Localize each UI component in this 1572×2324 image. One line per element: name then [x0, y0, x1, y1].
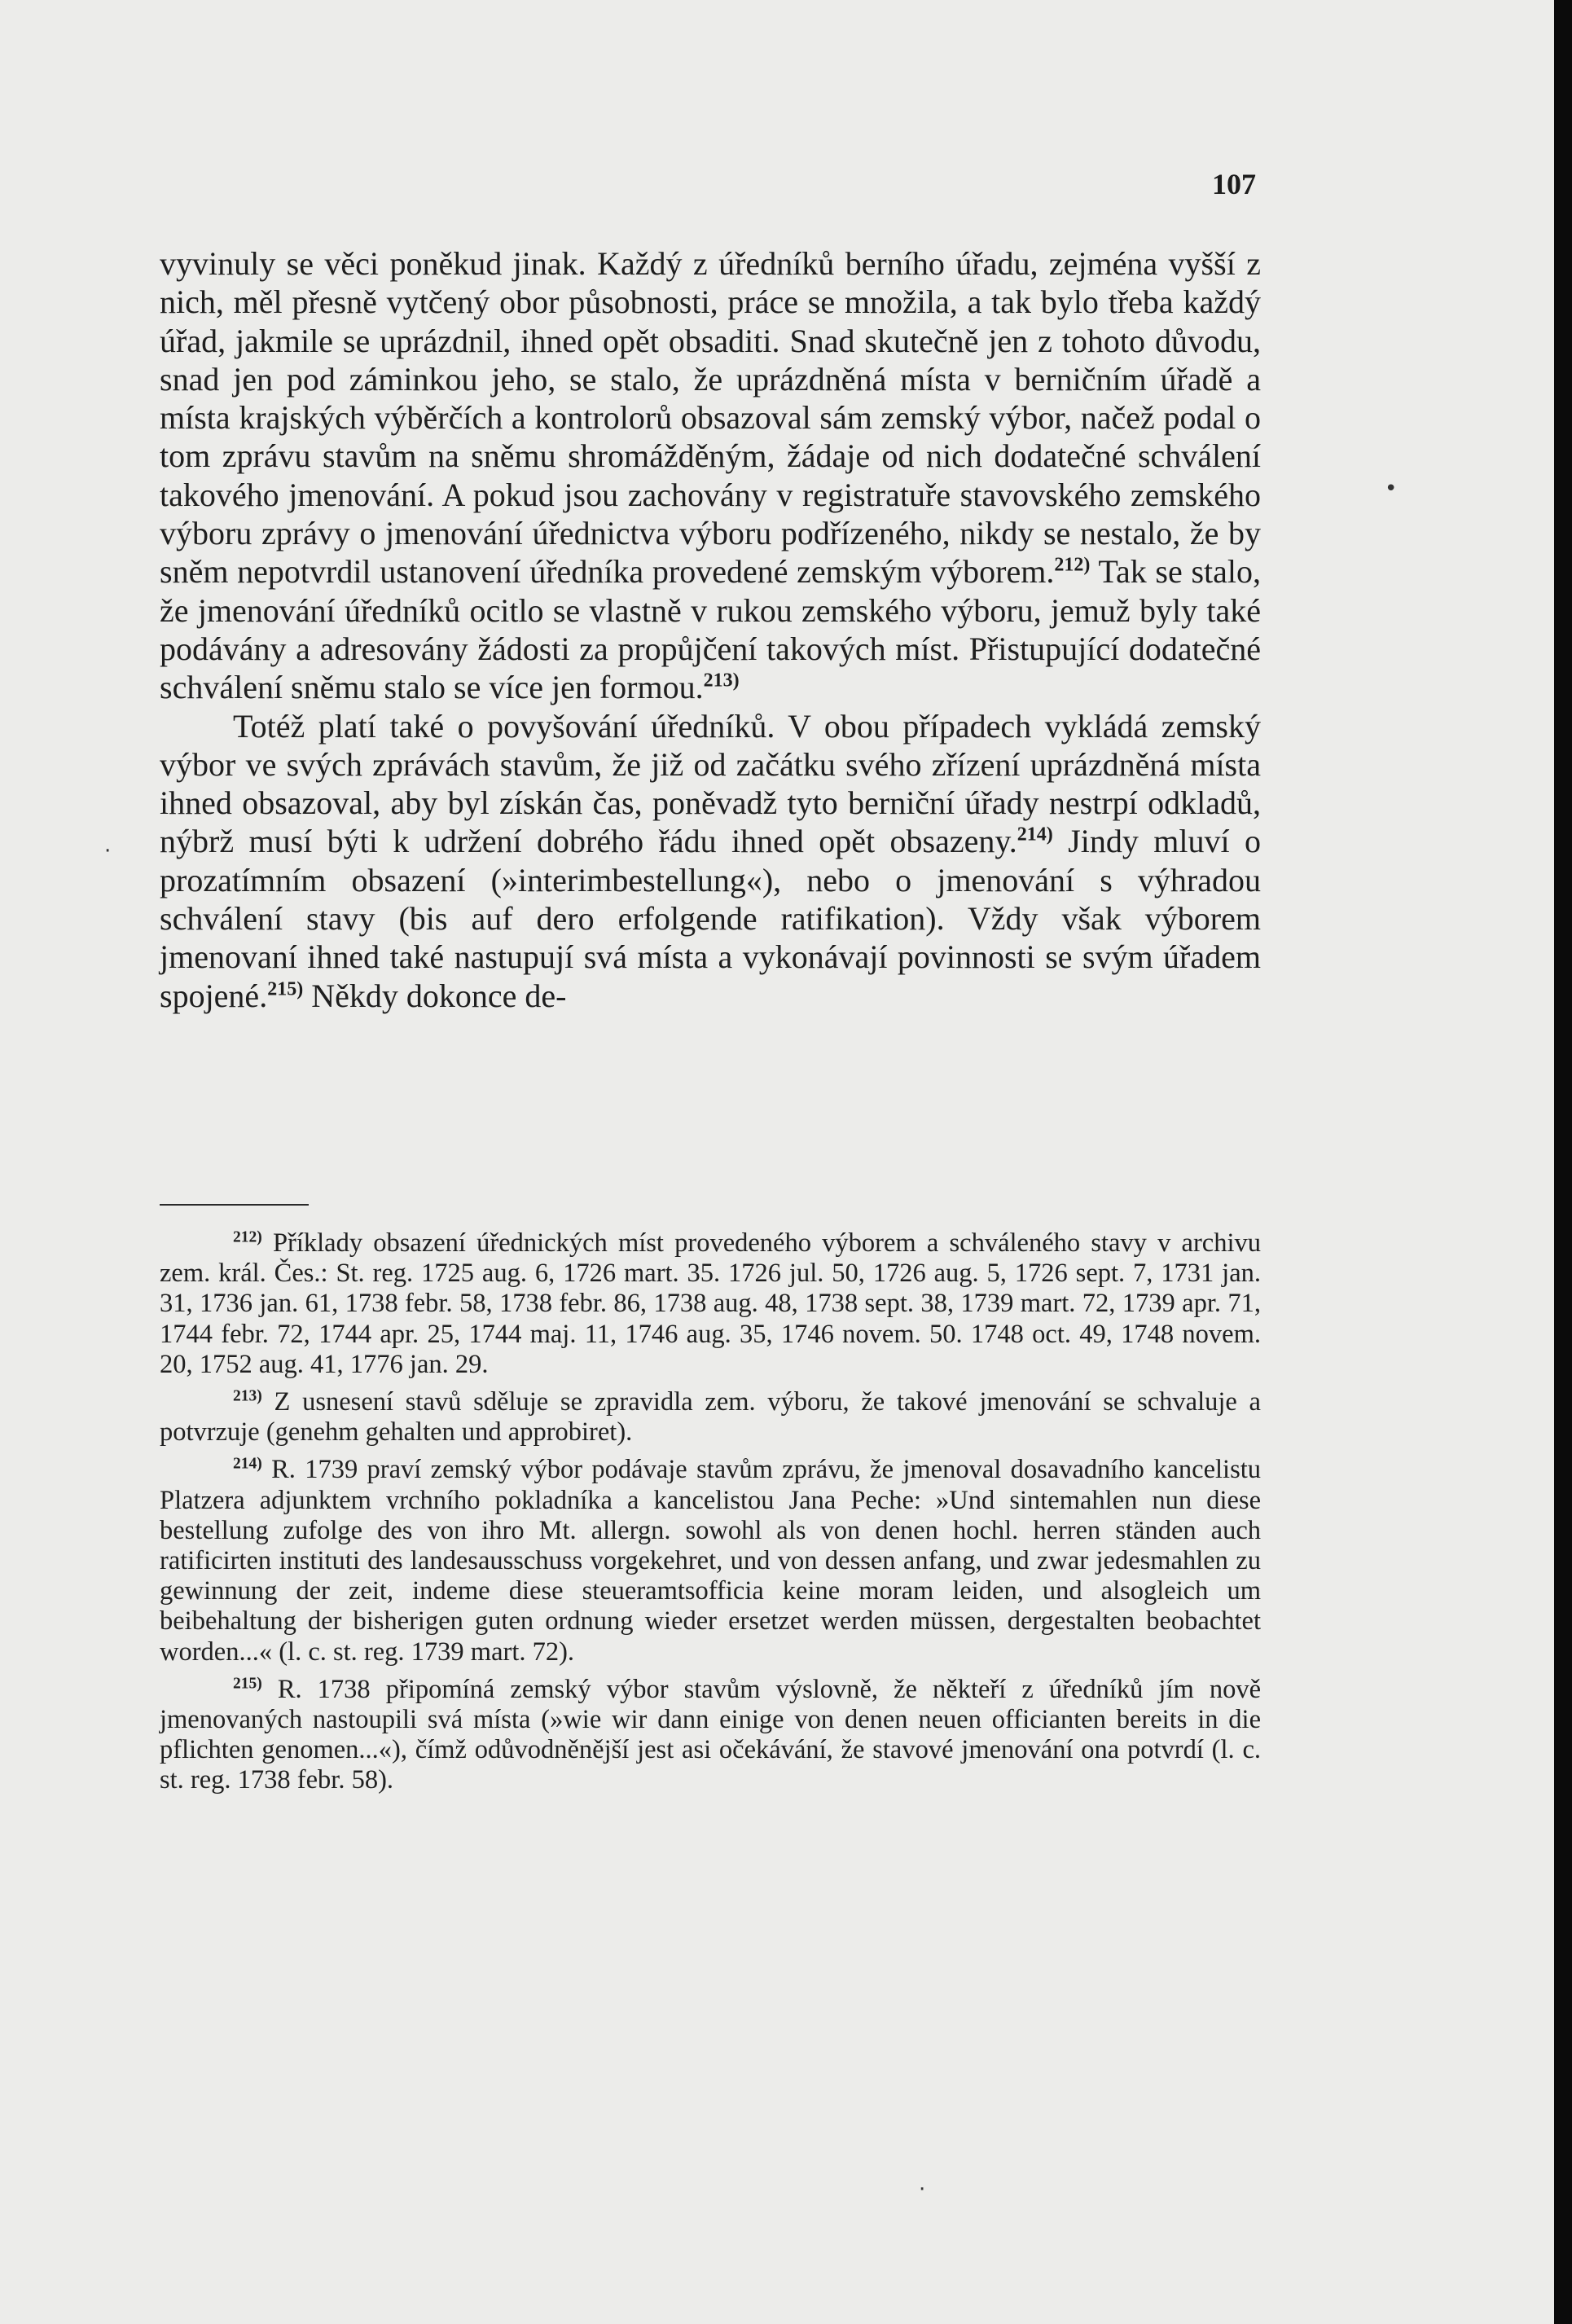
text-run: Jindy mluví o prozatímním obsazení (»interimbestellung«), nebo o jmenování s výhradou schválení stavy (bis auf dero erfolgende ratifikation). Vždy však výborem jmenovaní ihned také nastupují svá místa a vykonávají povinnosti se svým úřadem spojené. [160, 823, 1261, 1014]
scan-edge [1554, 0, 1572, 2324]
footnote-text: R. 1739 praví zemský výbor podávaje stavům zprávu, že jmenoval dosavadního kancelistu Platzera adjunktem vrchního pokladníka a kancelistou Jana Peche: »Und sintemahlen nun diese bestellung zufolge des von ihro Mt. allergn. sowohl als von denen hochl. herren ständen auch ratificirten instituti des landesausschuss vorgekehret, und von dessen anfang, und zwar jedesmahlen zu gewinnung der zeit, indeme diese steueramtsofficia keine moram leiden, und alsogleich um beibehaltung der bisherigen guten ordnung wieder ersetzet werden müssen, dergestalten beobachtet worden...« (l. c. st. reg. 1739 mart. 72). [160, 1455, 1261, 1667]
footnotes [160, 1228, 1261, 1803]
footnote-ref-215: 215) [267, 978, 304, 1000]
main-text [160, 244, 1261, 1015]
footnote-ref-212: 212) [1054, 554, 1091, 576]
paragraph-1 [160, 244, 1261, 707]
footnote-ref-213: 213) [703, 670, 740, 692]
footnote-text: Příklady obsazení úřednických míst provedeného výborem a schváleného stavy v archivu zem. král. Čes.: St. reg. 1725 aug. 6, 1726 mart. 35. 1726 jul. 50, 1726 aug. 5, 1726 sept. 7, 1731 jan. 31, 1736 jan. 61, 1738 febr. 58, 1738 febr. 86, 1738 aug. 48, 1738 sept. 38, 1739 mart. 72, 1739 apr. 71, 1744 febr. 72, 1744 apr. 25, 1744 maj. 11, 1746 aug. 35, 1746 novem. 50. 1748 oct. 49, 1748 novem. 20, 1752 aug. 41, 1776 jan. 29. [160, 1228, 1261, 1379]
footnote-marker: 213) [233, 1387, 262, 1405]
footnote-212 [160, 1228, 1261, 1380]
page-number: 107 [1212, 168, 1256, 200]
footnote-215 [160, 1675, 1261, 1796]
paragraph-2 [160, 707, 1261, 1015]
footnote-ref-214: 214) [1017, 824, 1053, 846]
footnote-214 [160, 1455, 1261, 1667]
footnote-divider [160, 1204, 309, 1206]
footnote-marker: 214) [233, 1455, 262, 1473]
scan-speck: · [104, 839, 112, 863]
text-run: Totéž platí také o povyšování úředníků. V obou případech vykládá zemský výbor ve svých zprávách stavům, že již od začátku svého zřízení uprázdněná místa ihned obsazoval, aby byl získán čas, poněvadž tyto berniční úřady nestrpí odkladů, nýbrž musí býti k udržení dobrého řádu ihned opět obsazeny. [160, 707, 1261, 860]
text-run: Tak se stalo, že jmenování úředníků ocitlo se vlastně v rukou zemského výboru, jemuž byly také podávány a adresovány žádosti za propůjčení takových míst. Přistupující dodatečné schválení sněmu stalo se více jen formou. [160, 553, 1261, 706]
footnote-marker: 215) [233, 1675, 262, 1693]
text-run: Někdy dokonce de- [303, 977, 567, 1014]
scan-speck: · [919, 2177, 926, 2202]
footnote-text: Z usnesení stavů sděluje se zpravidla zem. výboru, že takové jmenování se schvaluje a potvrzuje (genehm gehalten und approbiret). [160, 1387, 1261, 1448]
text-run: vyvinuly se věci poněkud jinak. Každý z úředníků berního úřadu, zejména vyšší z nich, měl přesně vytčený obor působnosti, práce se množila, a tak bylo třeba každý úřad, jakmile se uprázdnil, ihned opět obsaditi. Snad skutečně jen z tohoto důvodu, snad jen pod záminkou jeho, se stalo, že uprázdněná místa v berničním úřadě a místa krajských výběrčích a kontrolorů obsazoval sám zemský výbor, načež podal o tom zprávu stavům na sněmu shromážděným, žádaje od nich dodatečné schválení takového jmenování. A pokud jsou zachovány v registratuře stavovského zemského výboru zprávy o jmenování úřednictva výboru podřízeného, nikdy se nestalo, že by sněm nepotvrdil ustanovení úředníka provedené zemským výborem. [160, 245, 1261, 591]
scan-speck: • [1385, 477, 1398, 501]
footnote-text: R. 1738 připomíná zemský výbor stavům výslovně, že někteří z úředníků jím nově jmenovaných nastoupili svá místa (»wie wir dann einige von denen neuen officianten bereits in die pflichten genomen...«), čímž odůvodněnější jest asi očekávání, že stavové jmenování ona potvrdí (l. c. st. reg. 1738 febr. 58). [160, 1674, 1261, 1795]
footnote-marker: 212) [233, 1228, 262, 1246]
footnote-213 [160, 1387, 1261, 1448]
